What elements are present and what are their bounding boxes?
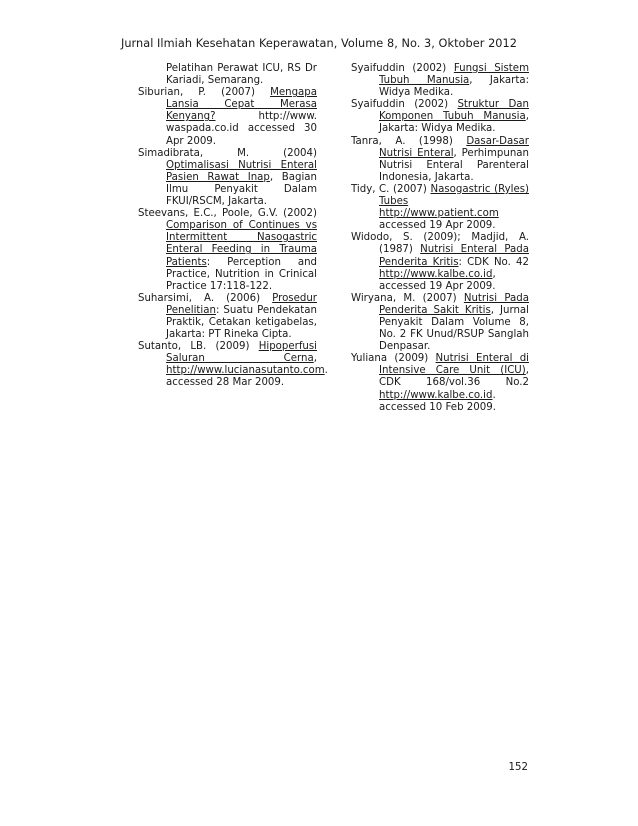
reference-title: Nutrisi Pada Penderita Sakit Kritis [379, 292, 529, 316]
reference-column-right [351, 63, 529, 414]
reference-text: . accessed 28 Mar 2009. [166, 365, 328, 389]
reference-entry [351, 293, 529, 353]
reference-entry [351, 136, 529, 184]
reference-title: Nutrisi Enteral Pada Penderita Kritis [379, 244, 529, 268]
reference-text: Simadibrata, M. (2004) [138, 147, 317, 159]
reference-title: Dasar-Dasar Nutrisi Enteral [379, 135, 529, 159]
reference-entry [138, 341, 328, 389]
reference-text: , Jakarta: Widya Medika. [379, 111, 529, 135]
reference-entry [351, 232, 529, 292]
reference-text: : Perception and Practice, Nutrition in Crinical Practice 17:118-122. [166, 256, 317, 292]
reference-title: Fungsi Sistem Tubuh Manusia [379, 63, 529, 87]
reference-text: . accessed 10 Feb 2009. [379, 389, 496, 413]
reference-text: : Suatu Pendekatan Praktik, Cetakan ketigabelas, Jakarta: PT Rineka Cipta. [166, 304, 317, 341]
reference-column-left [138, 63, 328, 390]
reference-entry [138, 148, 317, 208]
reference-title: Hipoperfusi Saluran Cerna [166, 341, 317, 365]
reference-entry [351, 99, 529, 135]
reference-text: Syaifuddin (2002) [351, 99, 458, 111]
reference-text: : CDK No. 42 [458, 256, 529, 268]
reference-text: Widodo, S. (2009); Madjid, A. (1987) [351, 232, 529, 256]
reference-title: Struktur Dan Komponen Tubuh Manusia [379, 99, 529, 123]
reference-entry [138, 293, 317, 341]
running-header: Jurnal Ilmiah Kesehatan Keperawatan, Volume 8, No. 3, Oktober 2012 [120, 37, 518, 50]
reference-text: , Perhimpunan Nutrisi Enteral Parenteral Indonesia, Jakarta. [379, 147, 529, 183]
reference-text: Syaifuddin (2002) [351, 63, 454, 74]
reference-entry [138, 208, 317, 293]
reference-entry [138, 63, 317, 87]
reference-text: , Jakarta: Widya Medika. [379, 75, 529, 99]
reference-entry [351, 184, 529, 232]
reference-title: http://www.patient.com [379, 208, 499, 220]
reference-text: , CDK 168/vol.36 No.2 [379, 365, 529, 389]
reference-title: Nutrisi Enteral di Intensive Care Unit (ICU) [379, 353, 530, 377]
reference-text: Yuliana (2009) [351, 353, 436, 365]
reference-title: Optimalisasi Nutrisi Enteral Pasien Rawat Inap [166, 159, 317, 183]
reference-title: http://www.lucianasutanto.com [166, 365, 325, 377]
reference-text: Suharsimi, A. (2006) [138, 292, 273, 304]
reference-text: Sutanto, LB. (2009) [138, 341, 259, 353]
reference-text: , accessed 19 Apr 2009. [379, 268, 496, 292]
reference-title: http://www.kalbe.co.id [379, 268, 493, 280]
reference-entry [351, 353, 529, 413]
reference-title: Nasogastric (Ryles) Tubes [379, 183, 529, 208]
reference-text: Siburian, P. (2007) [138, 87, 271, 99]
reference-text: , Bagian Ilmu Penyakit Dalam FKUI/RSCM, Jakarta. [166, 171, 317, 208]
reference-title: Comparison of Continues vs Intermittent Nasogastric Enteral Feeding in Trauma Patients [166, 220, 317, 268]
reference-text: Pelatihan Perawat ICU, RS Dr Kariadi, Semarang. [166, 63, 317, 87]
reference-text: accessed 19 Apr 2009. [379, 220, 496, 232]
reference-entry [138, 87, 317, 147]
reference-title: http://www.kalbe.co.id [379, 389, 493, 401]
reference-text: Tidy, C. (2007) [351, 183, 431, 195]
reference-text: Wiryana, M. (2007) [351, 292, 464, 304]
reference-text: http://www. waspada.co.id accessed 30 Apr 2009. [166, 111, 317, 147]
reference-text: Steevans, E.C., Poole, G.V. (2002) [138, 208, 317, 220]
reference-entry [351, 63, 529, 99]
reference-text: , [313, 353, 317, 365]
reference-title: Prosedur Penelitian [166, 292, 317, 316]
reference-title: Mengapa Lansia Cepat Merasa Kenyang? [166, 87, 317, 123]
page-number: 152 [508, 762, 528, 773]
reference-text: , Jurnal Penyakit Dalam Volume 8, No. 2 FK Unud/RSUP Sanglah Denpasar. [379, 304, 529, 353]
reference-text: Tanra, A. (1998) [351, 135, 467, 147]
